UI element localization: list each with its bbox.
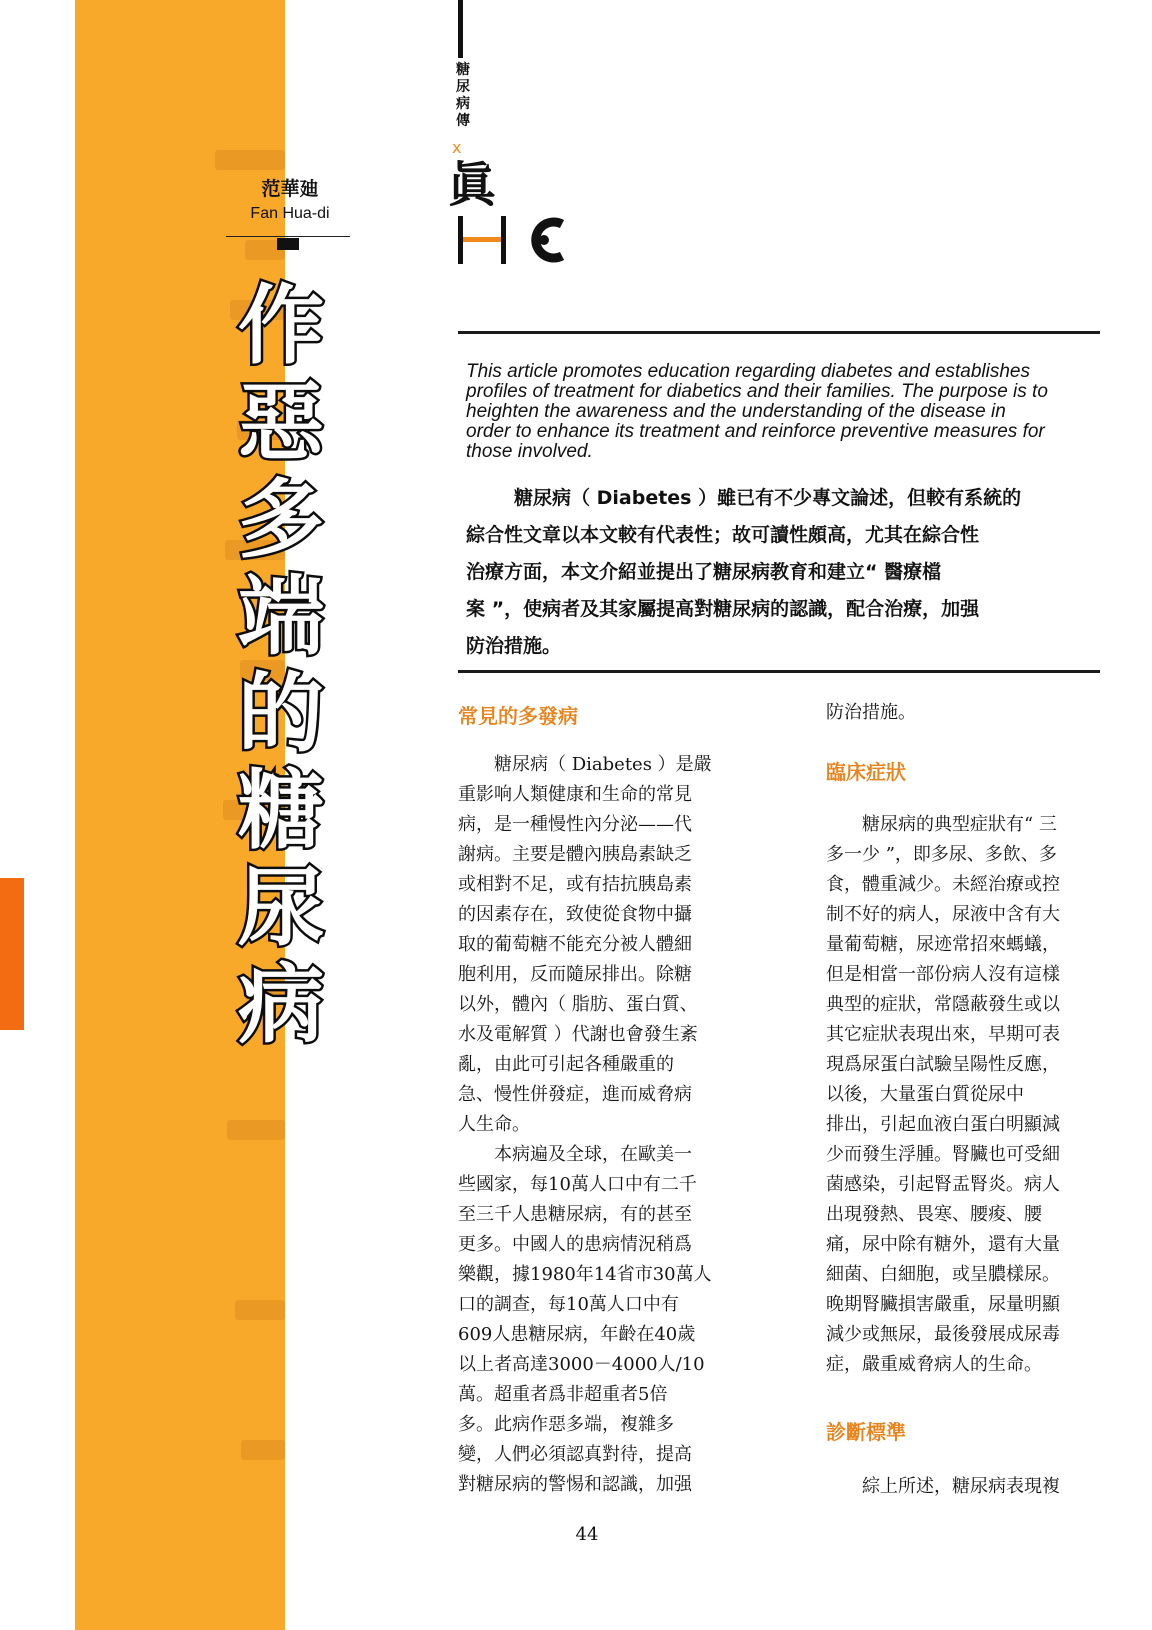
body-line: 謝病。主要是體內胰島素缺乏 bbox=[458, 844, 692, 865]
body-line: 樂觀，據1980年14省市30萬人 bbox=[458, 1264, 712, 1285]
body-line: 609人患糖尿病，年齡在40歲 bbox=[458, 1324, 696, 1345]
body-line: 的因素存在，致使從食物中攝 bbox=[458, 904, 692, 925]
body-line: 口的調查，每10萬人口中有 bbox=[458, 1294, 679, 1315]
bleed-through-text bbox=[215, 150, 285, 170]
body-column-right bbox=[826, 810, 1108, 1380]
body-line: 糖尿病的典型症狀有“ 三 bbox=[862, 814, 1057, 835]
bleed-through-text bbox=[227, 1120, 285, 1140]
abstract-bottom-rule bbox=[458, 670, 1100, 673]
body-column-right-bottom bbox=[826, 1472, 1108, 1502]
abstract-en-line: heighten the awareness and the understanding of the disease in bbox=[466, 401, 1006, 422]
body-line: 量葡萄糖，尿迹常招來螞蟻， bbox=[826, 934, 1060, 955]
body-line: 現爲尿蛋白試驗呈陽性反應， bbox=[826, 1054, 1060, 1075]
abstract-chinese bbox=[466, 484, 1080, 669]
body-line: 出現發熱、畏寒、腰痠、腰 bbox=[826, 1204, 1042, 1225]
section-heading-clinical: 臨床症狀 bbox=[826, 760, 906, 784]
body-line: 多一少 ”，即多尿、多飲、多 bbox=[826, 844, 1057, 865]
series-char: 糖 bbox=[456, 62, 470, 78]
abstract-english bbox=[466, 362, 1076, 462]
abstract-cn-line: 案 ”，使病者及其家屬提高對糖尿病的認識，配合治療，加强 bbox=[466, 598, 980, 620]
abstract-cn-line: 防治措施。 bbox=[466, 635, 562, 657]
body-line: 其它症狀表現出來，早期可表 bbox=[826, 1024, 1060, 1045]
body-line: 至三千人患糖尿病，有的甚至 bbox=[458, 1204, 692, 1225]
body-line: 以外，體內（ 脂肪、蛋白質、 bbox=[458, 994, 698, 1015]
body-line: 多。此病作惡多端，複雜多 bbox=[458, 1414, 674, 1435]
bleed-through-text bbox=[235, 1300, 285, 1320]
body-line: 防治措施。 bbox=[826, 702, 916, 723]
body-line: 晚期腎臟損害嚴重，尿量明顯 bbox=[826, 1294, 1060, 1315]
body-column-left bbox=[458, 750, 740, 1500]
bleed-through-text bbox=[241, 1440, 285, 1460]
author-name-english: Fan Hua-di bbox=[250, 205, 330, 222]
abstract-en-line: profiles of treatment for diabetics and their families. The purpose is to bbox=[466, 381, 1048, 402]
body-line: 對糖尿病的警惕和認識，加强 bbox=[458, 1474, 692, 1495]
body-line: 痛，尿中除有糖外，還有大量 bbox=[826, 1234, 1060, 1255]
title-char: 病 bbox=[238, 955, 324, 1055]
body-line: 排出，引起血液白蛋白明顯減 bbox=[826, 1114, 1060, 1135]
column-logo-line bbox=[458, 0, 463, 58]
body-line: 菌感染，引起腎盂腎炎。病人 bbox=[826, 1174, 1060, 1195]
body-line: 急、慢性併發症，進而威脅病 bbox=[458, 1084, 692, 1105]
abstract-top-rule bbox=[458, 331, 1100, 334]
body-line: 變，人們必須認真對待，提高 bbox=[458, 1444, 692, 1465]
title-char: 的 bbox=[238, 664, 324, 764]
title-char: 作 bbox=[238, 276, 324, 376]
body-line: 人生命。 bbox=[458, 1114, 530, 1135]
author-name-chinese: 范華廸 bbox=[261, 178, 319, 200]
body-line: 細菌、白細胞，或呈膿樣尿。 bbox=[826, 1264, 1060, 1285]
body-line: 更多。中國人的患病情況稍爲 bbox=[458, 1234, 692, 1255]
body-line: 食，體重減少。未經治療或控 bbox=[826, 874, 1060, 895]
body-line: 少而發生浮腫。腎臟也可受細 bbox=[826, 1144, 1060, 1165]
body-line: 典型的症狀，常隱蔽發生或以 bbox=[826, 994, 1060, 1015]
body-line: 取的葡萄糖不能充分被人體細 bbox=[458, 934, 692, 955]
body-line: 胞利用，反而隨尿排出。除糖 bbox=[458, 964, 692, 985]
abstract-cn-line: 綜合性文章以本文較有代表性；故可讀性頗高，尤其在綜合性 bbox=[466, 524, 980, 546]
page-number: 44 bbox=[575, 1524, 599, 1545]
title-char: 惡 bbox=[238, 373, 324, 473]
body-column-right-top bbox=[826, 698, 1096, 728]
abstract-en-line: This article promotes education regarding diabetes and establishes bbox=[466, 361, 1030, 382]
section-heading-diagnosis: 診斷標準 bbox=[826, 1420, 906, 1444]
article-title bbox=[226, 278, 336, 1054]
series-char: 尿 bbox=[456, 79, 470, 95]
author-divider bbox=[226, 236, 350, 237]
body-line: 亂，由此可引起各種嚴重的 bbox=[458, 1054, 674, 1075]
column-logo-character: 眞 bbox=[448, 157, 497, 213]
body-line: 但是相當一部份病人沒有這樣 bbox=[826, 964, 1060, 985]
author-marker-block bbox=[277, 238, 299, 250]
title-char: 尿 bbox=[238, 858, 324, 958]
body-line: 或相對不足，或有拮抗胰島素 bbox=[458, 874, 692, 895]
body-line: 些國家，每10萬人口中有二千 bbox=[458, 1174, 697, 1195]
body-line: 減少或無尿，最後發展成尿毒 bbox=[826, 1324, 1060, 1345]
body-line: 以後，大量蛋白質從尿中 bbox=[826, 1084, 1024, 1105]
body-line: 水及電解質 ）代謝也會發生紊 bbox=[458, 1024, 698, 1045]
column-logo-x-mark: x bbox=[452, 138, 462, 157]
abstract-en-line: those involved. bbox=[466, 441, 593, 462]
body-line: 本病遍及全球，在歐美一 bbox=[494, 1144, 692, 1165]
body-line: 重影响人類健康和生命的常見 bbox=[458, 784, 692, 805]
abstract-cn-line: 治療方面，本文介紹並提出了糖尿病教育和建立“ 醫療檔 bbox=[466, 561, 942, 583]
body-line: 綜上所述，糖尿病表現複 bbox=[862, 1476, 1060, 1497]
title-char: 糖 bbox=[238, 761, 324, 861]
section-heading-common: 常見的多發病 bbox=[458, 704, 578, 728]
title-char: 多 bbox=[238, 470, 324, 570]
body-line: 萬。超重者爲非超重者5倍 bbox=[458, 1384, 668, 1405]
body-line: 病，是一種慢性內分泌——代 bbox=[458, 814, 692, 835]
body-line: 糖尿病（ Diabetes ）是嚴 bbox=[494, 754, 712, 775]
column-series-label bbox=[452, 62, 474, 130]
body-line: 制不好的病人，尿液中含有大 bbox=[826, 904, 1060, 925]
abstract-cn-line: 糖尿病（ Diabetes ）雖已有不少專文論述，但較有系統的 bbox=[514, 487, 1022, 509]
body-line: 以上者高達3000－4000人/10 bbox=[458, 1354, 705, 1375]
body-line: 症，嚴重威脅病人的生命。 bbox=[826, 1354, 1042, 1375]
series-char: 病 bbox=[456, 96, 470, 112]
page-edge-tab bbox=[0, 878, 24, 1030]
abstract-en-line: order to enhance its treatment and reinforce preventive measures for bbox=[466, 421, 1045, 442]
column-logo-graphic bbox=[458, 216, 578, 264]
series-char: 傳 bbox=[456, 113, 470, 129]
title-char: 端 bbox=[238, 567, 324, 667]
